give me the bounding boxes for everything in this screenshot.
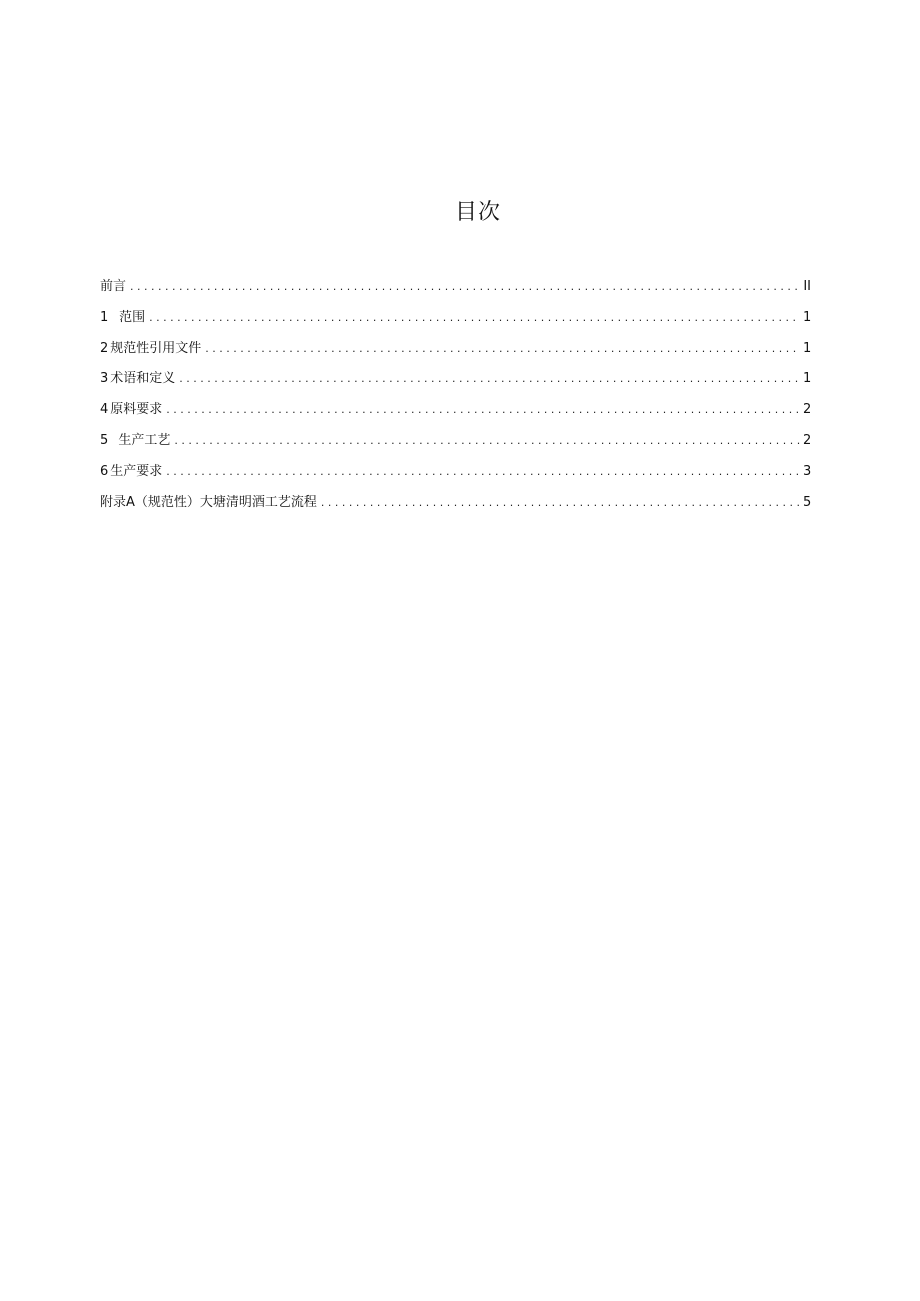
toc-dot-leader — [166, 399, 800, 421]
toc-entry-label: 术语和定义 — [110, 371, 176, 387]
toc-dot-leader — [321, 492, 800, 514]
toc-entry-foreword[interactable] — [100, 276, 811, 307]
toc-entry-label: 前言 — [100, 279, 127, 294]
toc-page-number: 1 — [803, 340, 812, 356]
toc-entry-scope[interactable] — [100, 307, 811, 338]
toc-entry-raw-material-requirements[interactable] — [100, 399, 811, 430]
toc-entry-production-process[interactable] — [100, 430, 811, 461]
toc-section-number: 5 — [100, 432, 109, 448]
toc-entry-label: 原料要求 — [110, 402, 163, 418]
toc-page-number: II — [803, 279, 811, 294]
toc-section-number: 6 — [100, 463, 109, 479]
toc-dot-leader — [179, 368, 800, 390]
toc-page-number: 1 — [803, 309, 812, 325]
toc-page-number: 1 — [803, 371, 812, 387]
toc-dot-leader — [166, 461, 800, 483]
toc-entry-label: 规范性引用文件 — [110, 340, 202, 356]
toc-entry-label: 范围 — [119, 309, 146, 325]
toc-page-number: 2 — [803, 432, 812, 448]
toc-dot-leader — [149, 307, 800, 329]
toc-entry-label: 附录A（规范性）大塘清明酒工艺流程 — [100, 494, 317, 510]
toc-page-number: 5 — [803, 494, 812, 510]
toc-section-number: 1 — [100, 309, 109, 325]
toc-section-number: 3 — [100, 371, 109, 387]
toc-entry-terms-definitions[interactable] — [100, 368, 811, 399]
table-of-contents — [100, 276, 811, 522]
toc-entry-label: 生产要求 — [110, 463, 163, 479]
toc-entry-annex-a[interactable] — [100, 492, 811, 523]
toc-entry-label: 生产工艺 — [118, 432, 171, 448]
toc-section-number: 4 — [100, 402, 109, 418]
toc-entry-normative-references[interactable] — [100, 338, 811, 369]
toc-dot-leader — [130, 276, 800, 298]
toc-section-number: 2 — [100, 340, 109, 356]
toc-page-number: 2 — [803, 402, 812, 418]
page-title: 目次 — [454, 200, 501, 225]
toc-page-number: 3 — [803, 463, 812, 479]
toc-dot-leader — [205, 338, 800, 360]
toc-dot-leader — [174, 430, 800, 452]
toc-entry-production-requirements[interactable] — [100, 461, 811, 492]
